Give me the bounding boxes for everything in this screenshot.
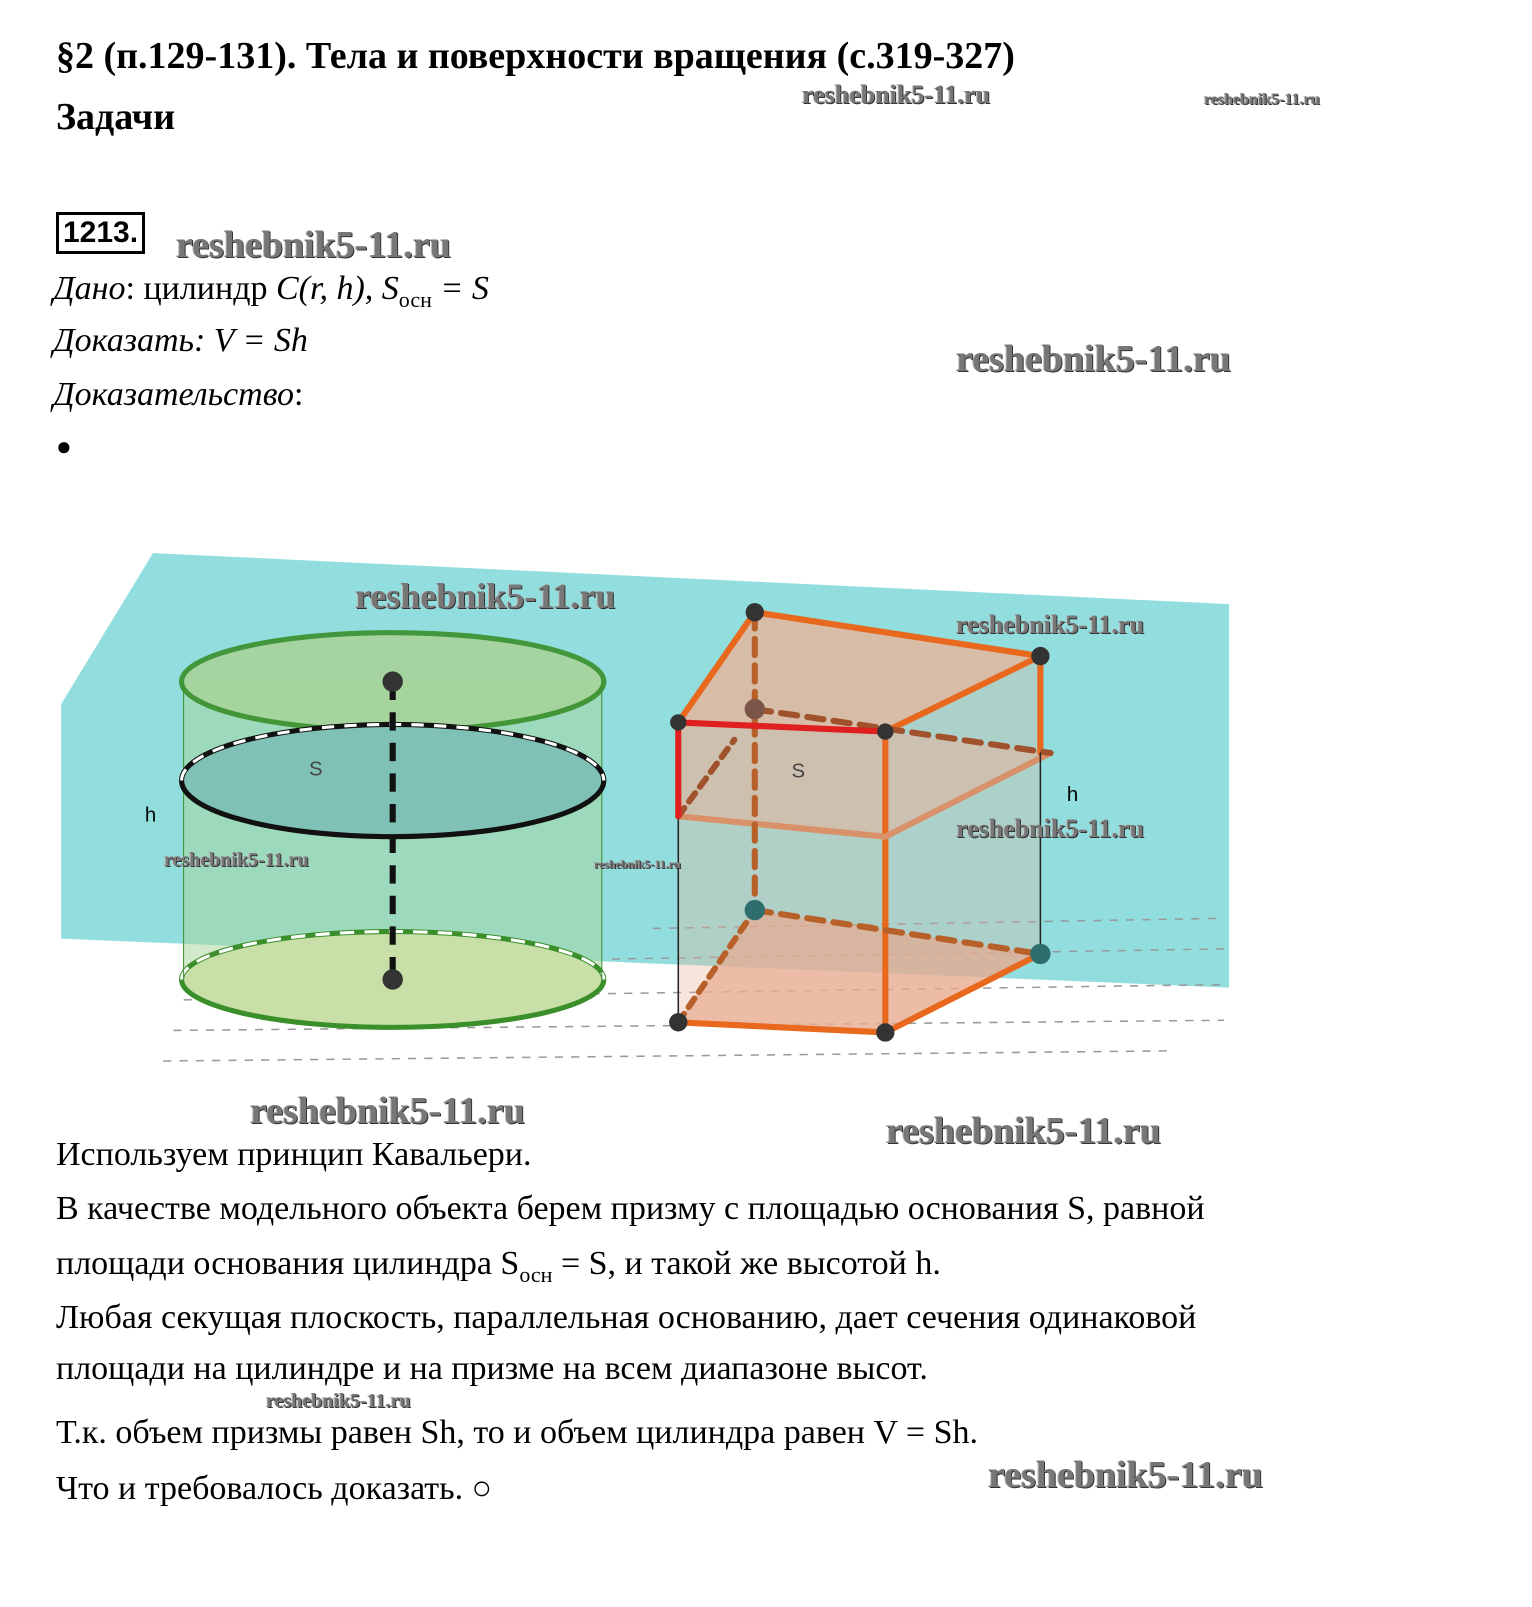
watermark: reshebnik5-11.ru (956, 338, 1231, 380)
proof-label: Доказательство (53, 376, 295, 413)
body-line-3-tail: = S, и такой же высотой h. (552, 1245, 941, 1282)
watermark: reshebnik5-11.ru (164, 849, 309, 871)
watermark: reshebnik5-11.ru (594, 857, 681, 871)
body-line-3-text: площади основания цилиндра S (56, 1245, 520, 1282)
watermark: reshebnik5-11.ru (956, 610, 1145, 639)
body-line-3 (56, 1245, 941, 1287)
given-line (53, 270, 489, 312)
watermark: reshebnik5-11.ru (355, 576, 616, 616)
body-line-7: Что и требовалось доказать. ○ (56, 1470, 493, 1507)
bullet: ● (56, 432, 72, 461)
given-label: Дано (53, 270, 126, 307)
watermark: reshebnik5-11.ru (266, 1390, 411, 1412)
body-line-1: Используем принцип Кавальери. (56, 1136, 532, 1173)
prove-math: : V = Sh (193, 322, 308, 359)
watermark: reshebnik5-11.ru (1204, 91, 1320, 108)
given-math: C(r, h), S (276, 270, 399, 307)
body-line-3-subscript: осн (519, 1262, 553, 1287)
given-text: : цилиндр (125, 270, 276, 307)
proof-line (53, 376, 303, 414)
prove-label: Доказать (53, 322, 194, 359)
body-line-4: Любая секущая плоскость, параллельная основанию, дает сечения одинаковой (56, 1299, 1197, 1336)
proof-colon: : (294, 376, 304, 413)
cylinder (145, 633, 604, 1028)
prove-line (53, 322, 308, 360)
given-tail: = S (431, 270, 489, 307)
body-line-2: В качестве модельного объекта берем призму с площадью основания S, равной (56, 1190, 1205, 1227)
cylinder-section-label: S (309, 758, 323, 781)
given-subscript: осн (398, 287, 432, 312)
watermark: reshebnik5-11.ru (886, 1110, 1161, 1152)
body-line-6: Т.к. объем призмы равен Sh, то и объем цилиндра равен V = Sh. (56, 1414, 979, 1451)
watermark: reshebnik5-11.ru (176, 224, 451, 266)
section-subtitle: Задачи (56, 96, 176, 138)
watermark: reshebnik5-11.ru (956, 814, 1145, 843)
prism-section-label: S (791, 760, 806, 783)
watermark: reshebnik5-11.ru (250, 1090, 525, 1132)
prism-height-label: h (1066, 783, 1079, 806)
watermark: reshebnik5-11.ru (988, 1454, 1263, 1496)
watermark: reshebnik5-11.ru (802, 80, 991, 109)
body-line-5: площади на цилиндре и на призме на всем диапазоне высот. (56, 1350, 928, 1387)
problem-number: 1213. (56, 212, 145, 254)
section-title: §2 (п.129-131). Тела и поверхности вращения (с.319-327) (56, 35, 1015, 77)
cylinder-height-label: h (144, 804, 157, 827)
